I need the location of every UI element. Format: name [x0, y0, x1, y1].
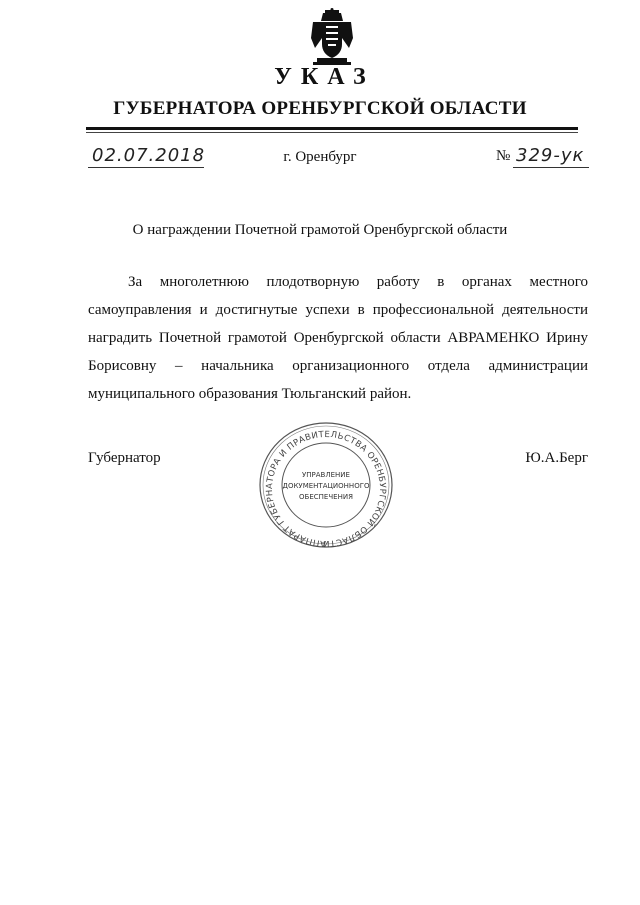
body-line: наградить Почетной грамотой Оренбургской области АВРАМЕНКО Ирину [88, 330, 588, 346]
decree-city: г. Оренбург [283, 149, 357, 165]
stamp-center-line: ОБЕСПЕЧЕНИЯ [299, 493, 353, 501]
coat-of-arms-emblem [309, 8, 355, 66]
official-stamp [258, 421, 394, 549]
document-issuer: ГУБЕРНАТОРА ОРЕНБУРГСКОЙ ОБЛАСТИ [113, 98, 527, 119]
body-line: За многолетнюю плодотворную работу в органах местного [128, 274, 588, 290]
decree-number: 329-ук [516, 145, 585, 166]
decree-date: 02.07.2018 [92, 145, 206, 166]
number-sign: № [496, 148, 511, 164]
number-underline [513, 167, 589, 168]
date-underline [88, 167, 204, 168]
decree-body [88, 268, 588, 408]
document-title: УКАЗ [274, 64, 375, 90]
body-line: самоуправления и достигнутые успехи в профессиональной деятельности [88, 302, 588, 318]
stamp-ring-text: АППАРАТ ГУБЕРНАТОРА И ПРАВИТЕЛЬСТВА ОРЕНБУРГСКОЙ ОБЛАСТИ [264, 429, 388, 549]
header-rule-thick [86, 127, 578, 130]
header-rule-thin [86, 132, 578, 133]
decree-subject: О награждении Почетной грамотой Оренбургской области [132, 222, 508, 238]
body-line: муниципального образования Тюльганский район. [88, 386, 412, 402]
signatory-name: Ю.А.Берг [525, 450, 588, 466]
stamp-center-line: УПРАВЛЕНИЕ [302, 471, 350, 479]
stamp-center-line: ДОКУМЕНТАЦИОННОГО [282, 482, 370, 490]
signatory-role: Губернатор [88, 450, 161, 466]
body-line: Борисовну – начальника организационного отдела администрации [88, 358, 588, 374]
